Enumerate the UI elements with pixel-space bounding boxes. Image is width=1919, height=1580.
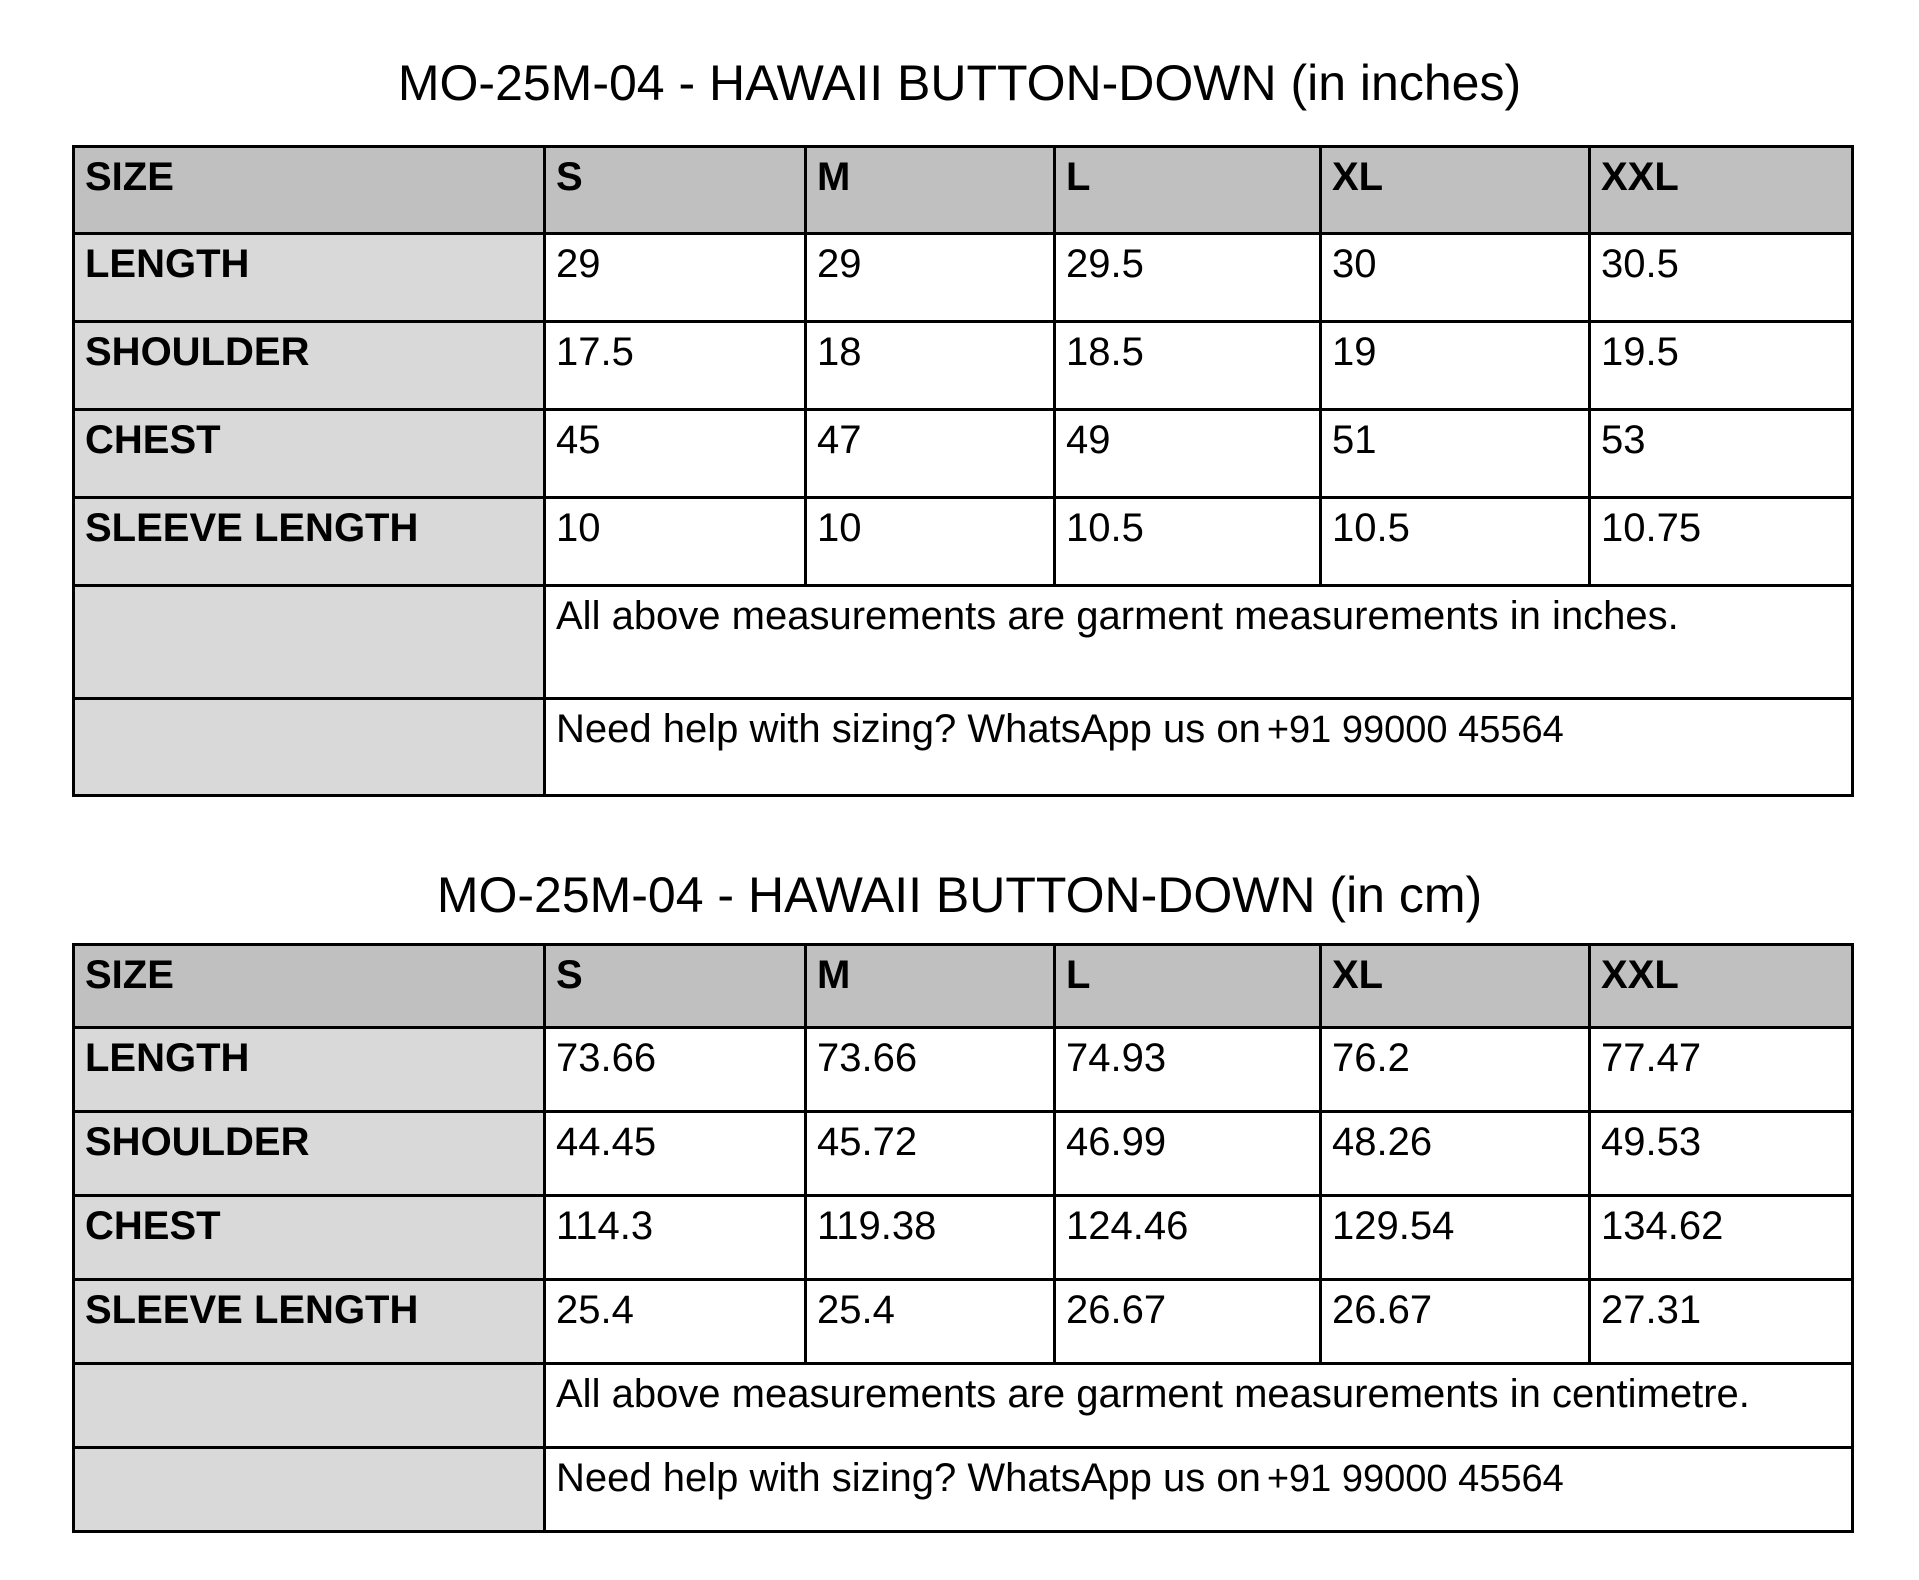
whatsapp-phone-number[interactable]: +91 99000 45564 [1266, 1458, 1564, 1500]
table-cell: 18.5 [1055, 322, 1321, 410]
row-label: SLEEVE LENGTH [74, 498, 545, 586]
table-cell: 10 [545, 498, 806, 586]
table-cell: 114.3 [545, 1196, 806, 1280]
empty-label-cell [74, 586, 545, 699]
table-cell: 73.66 [545, 1028, 806, 1112]
inches-size-table [72, 145, 1854, 797]
help-text: Need help with sizing? WhatsApp us on [556, 707, 1261, 751]
whatsapp-phone-number[interactable]: +91 99000 45564 [1266, 709, 1564, 751]
table-cell: 49 [1055, 410, 1321, 498]
table-cell: 129.54 [1321, 1196, 1590, 1280]
cm-chart-title: MO-25M-04 - HAWAII BUTTON-DOWN (in cm) [436, 867, 1483, 923]
table-cell: 19.5 [1590, 322, 1853, 410]
header-cell: SIZE [74, 147, 545, 234]
table-cell: 134.62 [1590, 1196, 1853, 1280]
row-label: CHEST [74, 1196, 545, 1280]
table-row [74, 1196, 1853, 1280]
table-cell: 45 [545, 410, 806, 498]
table-row [74, 322, 1853, 410]
table-cell: 17.5 [545, 322, 806, 410]
row-label: SHOULDER [74, 322, 545, 410]
empty-label-cell [74, 1448, 545, 1532]
table-help-row [74, 1448, 1853, 1532]
header-cell: L [1055, 147, 1321, 234]
table-cell: 29.5 [1055, 234, 1321, 322]
header-cell: SIZE [74, 945, 545, 1028]
table-help-row [74, 699, 1853, 796]
table-cell: 18 [806, 322, 1055, 410]
table-cell: 49.53 [1590, 1112, 1853, 1196]
header-cell: S [545, 147, 806, 234]
table-row [74, 234, 1853, 322]
inches-chart-title: MO-25M-04 - HAWAII BUTTON-DOWN (in inches) [397, 55, 1522, 111]
table-note-row [74, 1364, 1853, 1448]
table-cell: 45.72 [806, 1112, 1055, 1196]
measurement-note: All above measurements are garment measurements in inches. [545, 586, 1853, 699]
table-row [74, 1112, 1853, 1196]
table-header-row [74, 945, 1853, 1028]
table-note-row [74, 586, 1853, 699]
row-label: SLEEVE LENGTH [74, 1280, 545, 1364]
table-cell: 26.67 [1055, 1280, 1321, 1364]
table-cell: 19 [1321, 322, 1590, 410]
table-cell: 29 [545, 234, 806, 322]
table-cell: 10.5 [1055, 498, 1321, 586]
row-label: LENGTH [74, 234, 545, 322]
table-cell: 48.26 [1321, 1112, 1590, 1196]
table-row [74, 1028, 1853, 1112]
table-cell: 10.75 [1590, 498, 1853, 586]
table-cell: 44.45 [545, 1112, 806, 1196]
table-cell: 77.47 [1590, 1028, 1853, 1112]
table-cell: 74.93 [1055, 1028, 1321, 1112]
table-cell: 10 [806, 498, 1055, 586]
table-cell: 29 [806, 234, 1055, 322]
header-cell: XXL [1590, 147, 1853, 234]
table-cell: 25.4 [545, 1280, 806, 1364]
help-text: Need help with sizing? WhatsApp us on [556, 1456, 1261, 1500]
empty-label-cell [74, 699, 545, 796]
table-cell: 25.4 [806, 1280, 1055, 1364]
header-cell: L [1055, 945, 1321, 1028]
help-cell [545, 1448, 1853, 1532]
measurement-note: All above measurements are garment measurements in centimetre. [545, 1364, 1853, 1448]
table-cell: 47 [806, 410, 1055, 498]
table-cell: 30.5 [1590, 234, 1853, 322]
table-cell: 73.66 [806, 1028, 1055, 1112]
table-header-row [74, 147, 1853, 234]
table-cell: 46.99 [1055, 1112, 1321, 1196]
row-label: SHOULDER [74, 1112, 545, 1196]
row-label: LENGTH [74, 1028, 545, 1112]
header-cell: M [806, 945, 1055, 1028]
table-row [74, 498, 1853, 586]
header-cell: XL [1321, 147, 1590, 234]
row-label: CHEST [74, 410, 545, 498]
cm-size-table [72, 943, 1854, 1533]
empty-label-cell [74, 1364, 545, 1448]
table-cell: 10.5 [1321, 498, 1590, 586]
table-cell: 76.2 [1321, 1028, 1590, 1112]
header-cell: S [545, 945, 806, 1028]
header-cell: M [806, 147, 1055, 234]
table-cell: 53 [1590, 410, 1853, 498]
header-cell: XXL [1590, 945, 1853, 1028]
header-cell: XL [1321, 945, 1590, 1028]
help-cell [545, 699, 1853, 796]
table-cell: 26.67 [1321, 1280, 1590, 1364]
table-cell: 51 [1321, 410, 1590, 498]
table-row [74, 1280, 1853, 1364]
table-cell: 124.46 [1055, 1196, 1321, 1280]
table-cell: 119.38 [806, 1196, 1055, 1280]
table-cell: 27.31 [1590, 1280, 1853, 1364]
table-row [74, 410, 1853, 498]
table-cell: 30 [1321, 234, 1590, 322]
